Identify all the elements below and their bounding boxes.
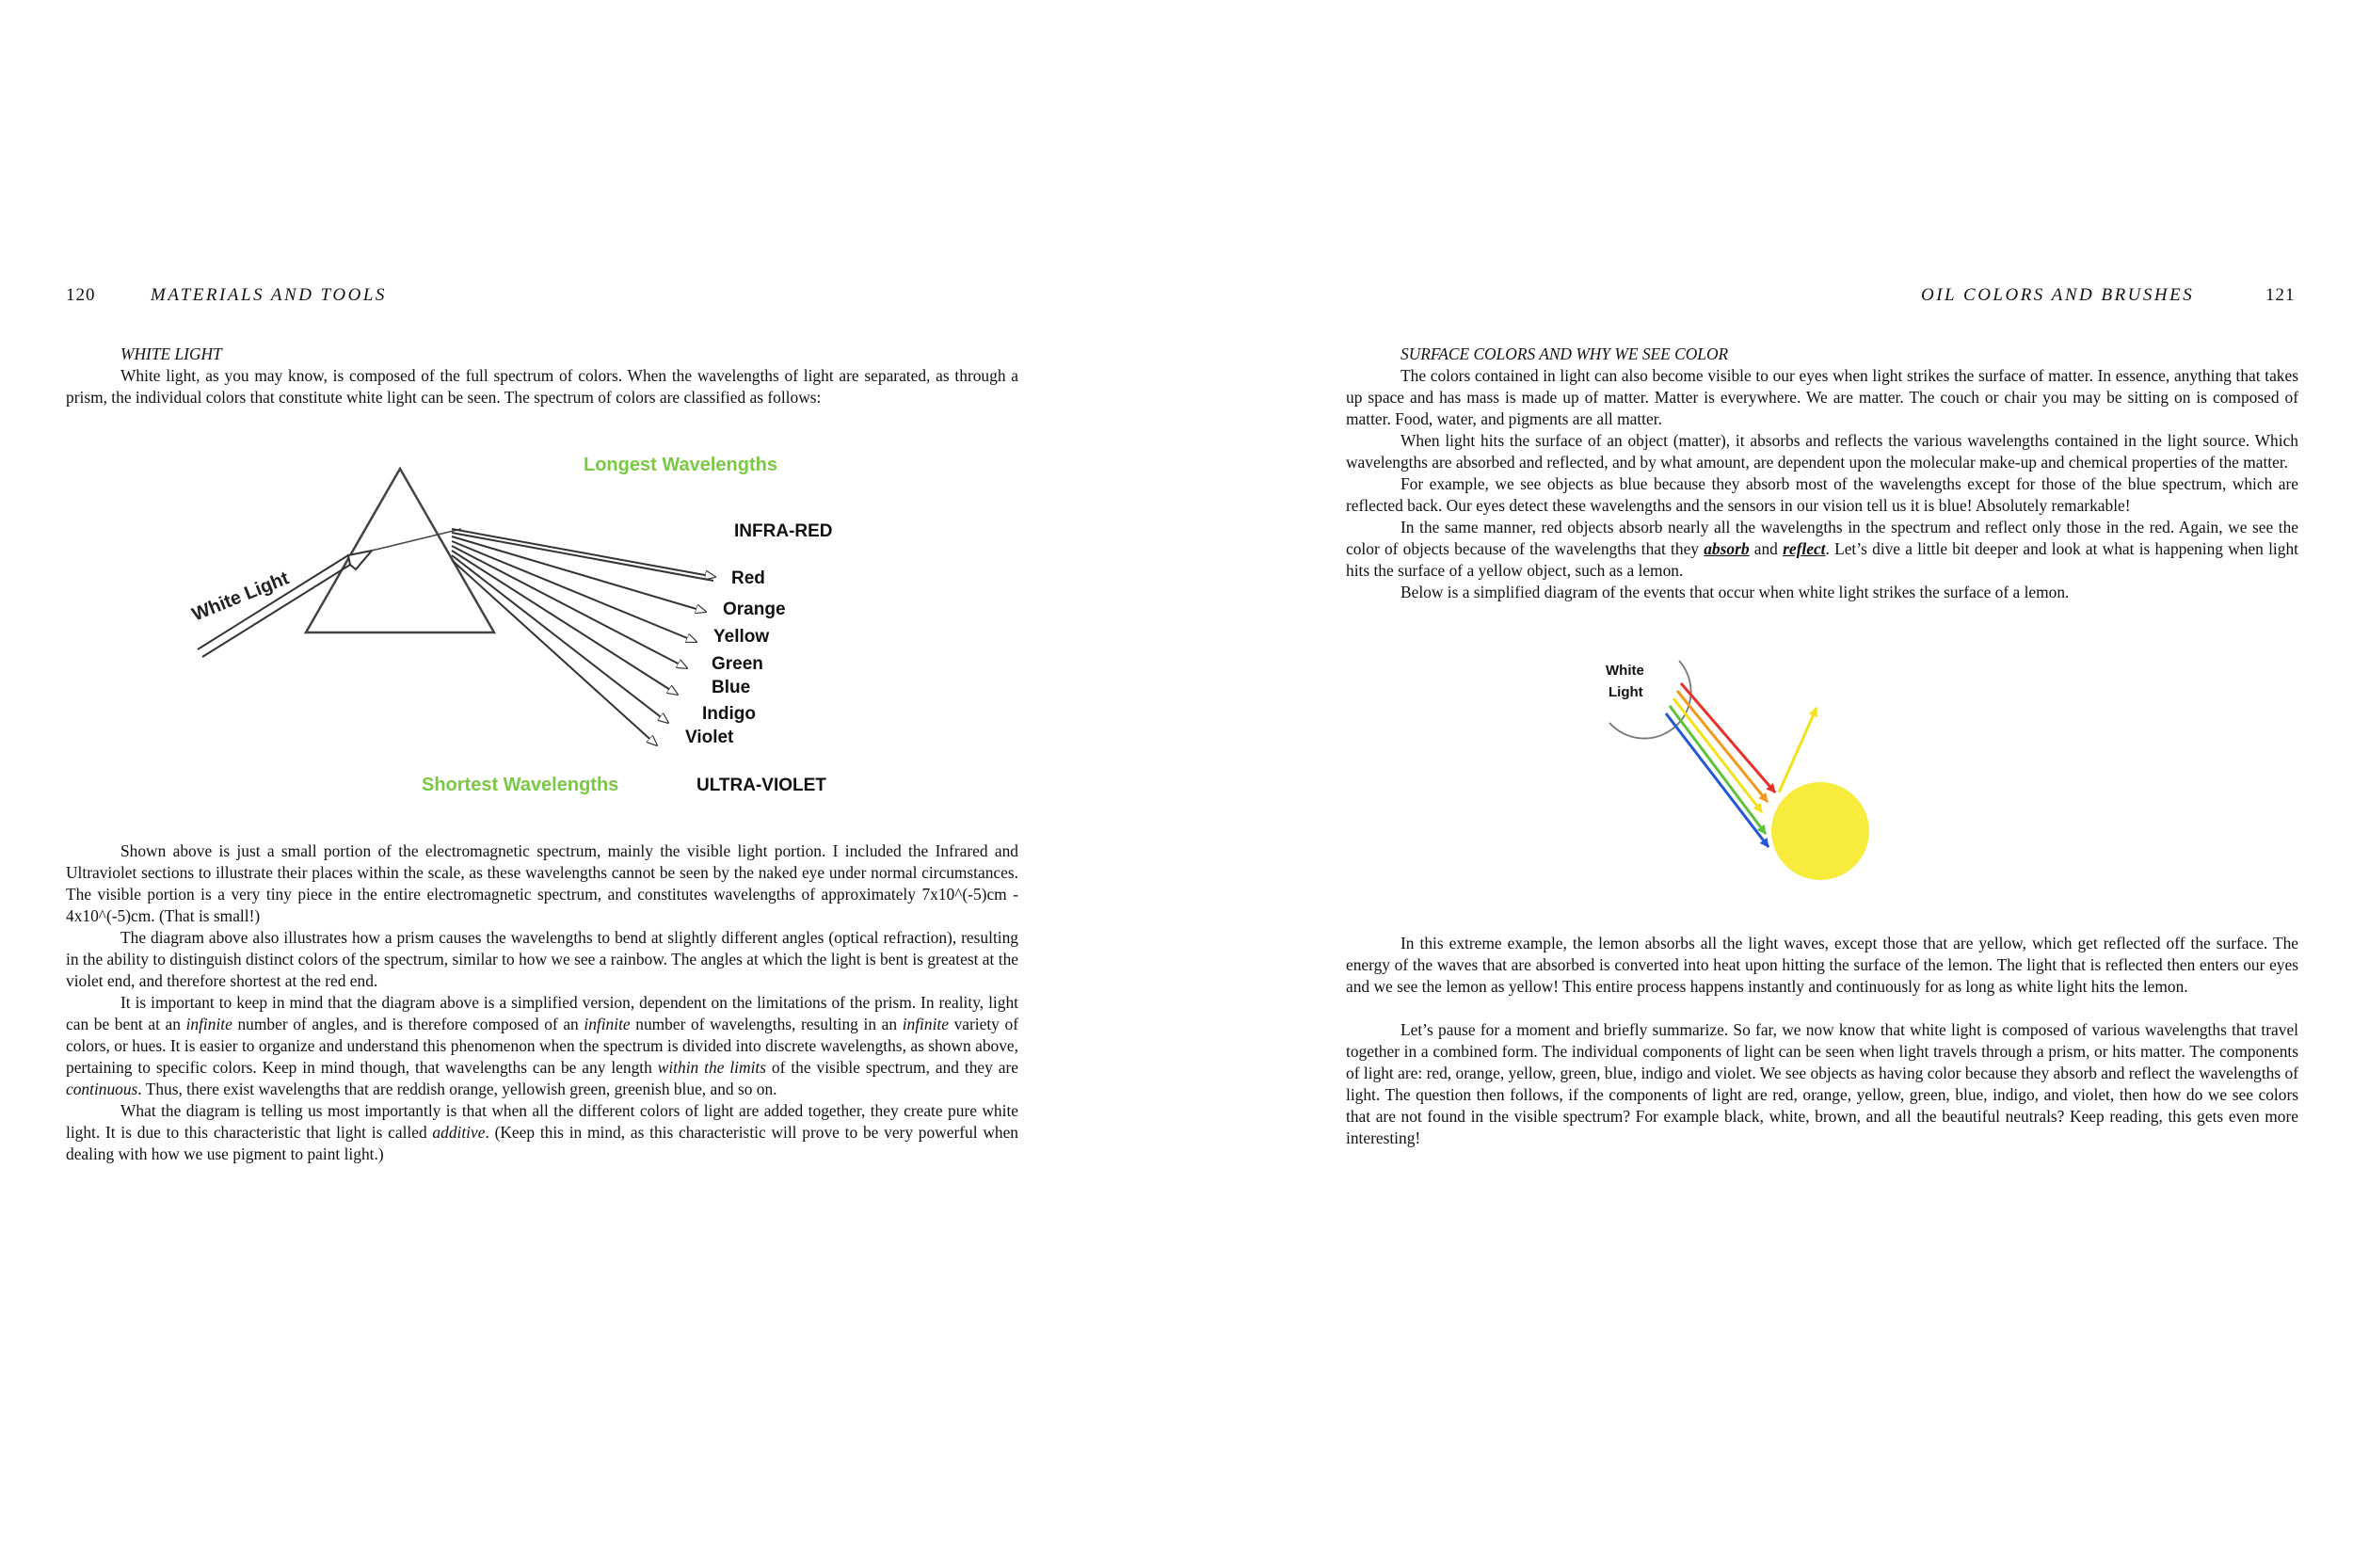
intro-text xyxy=(66,344,1018,408)
ray-yellow xyxy=(1673,698,1762,812)
color-label-indigo: Indigo xyxy=(702,704,756,724)
paragraph-infinite: It is important to keep in mind that the diagram above is a simplified version, dependent on the limitations of the prism. In reality, light can be bent at an infinite number of angles, and is therefore composed of an infinite number of wavelengths, resulting in an infinite variety of colors, or hues. It is easier to organize and understand this phenomenon when the spectrum is divided into discrete wavelengths, as shown above, pertaining to specific colors. Keep in mind though, that wavelengths can be any length within the limits of the visible spectrum, and they are continuous. Thus, there exist wavelengths that are reddish orange, yellowish green, greenish blue, and so on. xyxy=(66,993,1018,1098)
color-label-violet: Violet xyxy=(685,728,734,747)
ray-indigo xyxy=(452,555,668,723)
right-page xyxy=(1176,0,2353,1568)
spectrum-rays xyxy=(452,529,715,745)
white-light-label-1: White xyxy=(1606,663,1644,679)
lemon-diagram xyxy=(1591,649,1901,894)
ray-blue xyxy=(452,551,678,695)
color-label-orange: Orange xyxy=(723,600,786,619)
page-number: 120 xyxy=(66,285,96,305)
ray-red xyxy=(452,529,715,577)
body-text-top xyxy=(1346,344,2298,603)
prism-triangle xyxy=(306,469,494,632)
paragraph-additive: What the diagram is telling us most importantly is that when all the different colors of light are added together, they create pure white light. It is due to this characteristic that light is called additive. (Keep this in mind, as this characteristic will prove to be very powerful when dealing with how we use pigment to paint light.) xyxy=(66,1101,1018,1163)
body-text xyxy=(66,840,1018,1165)
color-label-green: Green xyxy=(712,654,763,674)
paragraph-red: In the same manner, red objects absorb nearly all the wavelengths in the spectrum and reflect only those in the red. Again, we see the color of objects because of the wavelengths that they absorb and reflect. Let’s dive a little bit deeper and look at what is happening when light hits the surface of a yellow object, such as a lemon. xyxy=(1346,518,2298,580)
white-light-label-2: Light xyxy=(1609,684,1643,700)
paragraph-absorb-reflect: When light hits the surface of an object (matter), it absorbs and reflects the various wavelengths contained in the light source. Which wavelengths are absorbed and reflected, and by what amount, are dependent upon the molecular make-up and chemical properties of the matter. xyxy=(1346,431,2298,472)
ray-blue xyxy=(1666,713,1769,847)
prism-diagram xyxy=(169,442,885,809)
page-number: 121 xyxy=(2265,285,2296,305)
paragraph-refraction: The diagram above also illustrates how a prism causes the wavelengths to bend at slightly different angles (optical refraction), resulting in the ability to distinguish distinct colors of the spectrum, similar to how we see a rainbow. The angles at which the light is bent is greatest at the violet end, and therefore shortest at the red end. xyxy=(66,928,1018,990)
section-title: SURFACE COLORS AND WHY WE SEE COLOR xyxy=(1401,344,1729,363)
ray-yellow xyxy=(452,541,696,642)
paragraph-spectrum: Shown above is just a small portion of the electromagnetic spectrum, mainly the visible light portion. I included the Infrared and Ultraviolet sections to illustrate their places within the scale, as these wavelengths cannot be seen by the naked eye under normal circumstances. The visible portion is a very tiny piece in the entire electromagnetic spectrum, and constitutes wavelengths of approximately 7x10^(-5)cm - 4x10^(-5)cm. (That is small!) xyxy=(66,841,1018,925)
color-label-red: Red xyxy=(731,568,765,588)
ultra-violet-label: ULTRA-VIOLET xyxy=(696,776,826,795)
running-head: MATERIALS AND TOOLS xyxy=(151,285,387,305)
paragraph-matter: The colors contained in light can also become visible to our eyes when light strikes the surface of matter. In essence, anything that takes up space and has mass is made up of matter. Matter is everywhere. We are matter. The couch or chair you may be sitting on is composed of matter. Food, water, and pigments are all matter. xyxy=(1346,366,2298,428)
white-light-label: White Light xyxy=(188,568,293,626)
ray-green xyxy=(452,546,687,668)
color-label-yellow: Yellow xyxy=(713,627,770,647)
color-label-blue: Blue xyxy=(712,678,751,697)
ray-reflected-yellow xyxy=(1779,708,1817,792)
paragraph-lemon: In this extreme example, the lemon absorbs all the light waves, except those that are yellow, which get reflected off the surface. The energy of the waves that are absorbed is converted into heat upon hitting the surface of the lemon. The light that is reflected then enters our eyes and we see the lemon as yellow! This entire process happens instantly and continuously for as long as white light hits the lemon. xyxy=(1346,934,2298,996)
shortest-wavelengths-label: Shortest Wavelengths xyxy=(422,775,619,795)
intro-paragraph: White light, as you may know, is composed of the full spectrum of colors. When the wavelengths of light are separated, as through a prism, the individual colors that constitute white light can be seen. The spectrum of colors are classified as follows: xyxy=(66,366,1018,407)
infra-red-label: INFRA-RED xyxy=(734,521,833,541)
paragraph-blue: For example, we see objects as blue because they absorb most of the wavelengths except for those of the blue spectrum, which are reflected back. Our eyes detect these wavelengths and the sensors in our vision tell us it is blue! Absolutely remarkable! xyxy=(1346,474,2298,515)
lemon xyxy=(1771,782,1869,880)
running-head: OIL COLORS AND BRUSHES xyxy=(1921,285,2195,305)
left-page xyxy=(0,0,1176,1568)
paragraph-diagram-intro: Below is a simplified diagram of the events that occur when white light strikes the surface of a lemon. xyxy=(1401,583,2070,601)
paragraph-summary: Let’s pause for a moment and briefly summarize. So far, we now know that white light is composed of various wavelengths that travel together in a combined form. The individual components of light can be seen when light travels through a prism, or hits matter. The components of light are: red, orange, yellow, green, blue, indigo and violet. We see objects as having color because they absorb and reflect the wavelengths of light. The question then follows, if the components of light are red, orange, yellow, green, blue, indigo, and violet, then how do we see colors that are not found in the visible spectrum? For example black, white, brown, and all the beautiful neutrals? Keep reading, this gets even more interesting! xyxy=(1346,1020,2298,1147)
body-text-bottom xyxy=(1346,933,2298,1149)
longest-wavelengths-label: Longest Wavelengths xyxy=(584,455,777,475)
section-title: WHITE LIGHT xyxy=(120,344,222,363)
